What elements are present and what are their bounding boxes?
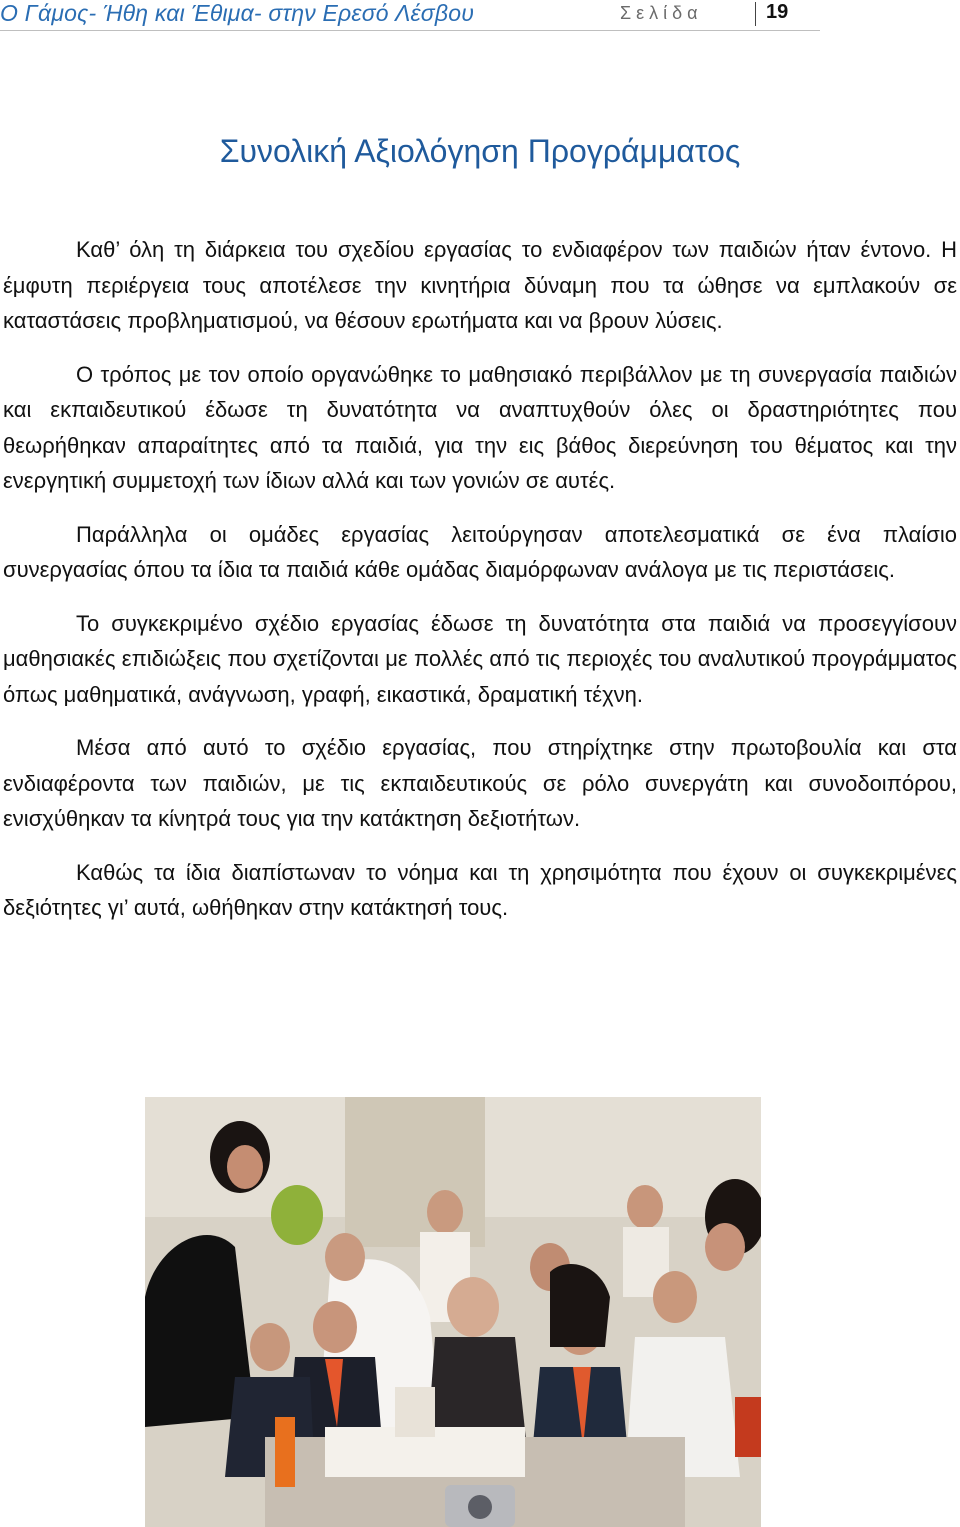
page-title: Συνολική Αξιολόγηση Προγράμματος	[219, 133, 741, 170]
paragraph: Ο τρόπος με τον οποίο οργανώθηκε το μαθησιακό περιβάλλον με τη συνεργασία παιδιών και εκπαιδευτικού έδωσε τη δυνατότητα να αναπτυχθούν όλες οι δραστηριότητες που θεωρήθηκαν απαραίτητες από τα παιδιά, για την εις βάθος διερεύνηση του θέματος και την ενεργητική συμμετοχή των ίδιων αλλά και των γονιών σε αυτές.	[3, 361, 957, 493]
paragraph: Μέσα από αυτό το σχέδιο εργασίας, που στηρίχτηκε στην πρωτοβουλία και στα ενδιαφέροντα των παιδιών, με τις εκπαιδευτικούς σε ρόλο συνεργάτη και συνοδοιπόρου, ενισχύθηκαν τα κίνητρά τους για την κατάκτηση δεξιοτήτων.	[3, 735, 957, 831]
paragraph: Το συγκεκριμένο σχέδιο εργασίας έδωσε τη δυνατότητα στα παιδιά να προσεγγίσουν μαθησιακές επιδιώξεις που σχετίζονται με πολλές από τις περιοχές του αναλυτικού προγράμματος όπως μαθηματικά, ανάγνωση, γραφή, εικαστικά, δραματική τέχνη.	[3, 610, 957, 707]
paragraph: Καθ’ όλη τη διάρκεια του σχεδίου εργασίας το ενδιαφέρον των παιδιών ήταν έντονο. Η έμφυτη περιέργεια τους αποτέλεσε την κινητήρια δύναμη που τα ώθησε να εμπλακούν σε καταστάσεις προβληματισμού, να θέσουν ερωτήματα και να βρουν λύσεις.	[3, 237, 957, 333]
celebration-photo	[145, 1097, 761, 1527]
paragraph: Παράλληλα οι ομάδες εργασίας λειτούργησαν αποτελεσματικά σε ένα πλαίσιο συνεργασίας όπου τα ίδια τα παιδιά κάθε ομάδας διαμόρφωναν ανάλογα με τις περιστάσεις.	[3, 521, 957, 582]
paragraph: Καθώς τα ίδια διαπίστωναν το νόημα και τη χρησιμότητα που έχουν οι συγκεκριμένες δεξιότητες γι’ αυτά, ωθήθηκαν στην κατάκτησή τους.	[3, 859, 957, 920]
body-text	[3, 232, 957, 944]
page-header	[0, 0, 800, 30]
document-title: Ο Γάμος- Ήθη και Έθιμα- στην Ερεσό Λέσβου	[0, 0, 475, 26]
photo-illustration	[145, 1097, 761, 1527]
header-rule	[0, 30, 820, 31]
header-separator	[755, 2, 756, 26]
page-number: 19	[766, 1, 789, 23]
page-label: Σελίδα	[620, 3, 703, 23]
